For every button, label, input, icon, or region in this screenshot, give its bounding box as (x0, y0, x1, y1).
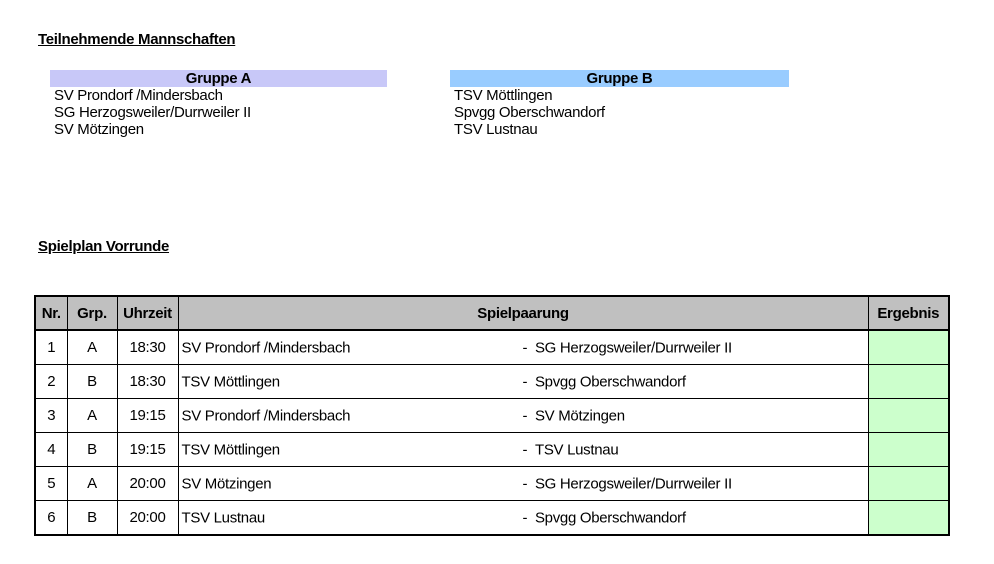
home-team: TSV Lustnau (181, 509, 265, 526)
pairing-separator: - (522, 441, 528, 458)
away-team-name: SG Herzogsweiler/Durrweiler II (534, 339, 732, 356)
away-team (523, 441, 619, 458)
pairing-separator: - (522, 407, 528, 424)
match-pairing[interactable] (178, 467, 868, 501)
group-b-table (450, 70, 789, 138)
table-row (35, 433, 949, 467)
home-team: TSV Möttlingen (181, 373, 280, 390)
match-time[interactable]: 18:30 (117, 330, 178, 365)
away-team-name: Spvgg Oberschwandorf (534, 509, 686, 526)
group-b-title: Gruppe B (450, 70, 789, 87)
pairing-separator: - (522, 373, 528, 390)
pairing-separator: - (522, 475, 528, 492)
group-a-team[interactable]: SV Prondorf /Mindersbach (54, 87, 223, 104)
match-nr[interactable]: 1 (35, 330, 67, 365)
group-a-team[interactable]: SG Herzogsweiler/Durrweiler II (54, 104, 251, 121)
match-group[interactable]: A (67, 399, 117, 433)
table-row (35, 501, 949, 536)
match-pairing[interactable] (178, 399, 868, 433)
col-header-grp: Grp. (67, 296, 117, 330)
match-pairing[interactable] (178, 501, 868, 536)
result-input[interactable] (868, 467, 949, 501)
away-team (523, 475, 732, 492)
col-header-time: Uhrzeit (117, 296, 178, 330)
home-team: TSV Möttlingen (181, 441, 280, 458)
match-nr[interactable]: 6 (35, 501, 67, 536)
col-header-result: Ergebnis (868, 296, 949, 330)
match-group[interactable]: A (67, 330, 117, 365)
match-time[interactable]: 19:15 (117, 399, 178, 433)
match-time[interactable]: 20:00 (117, 501, 178, 536)
result-input[interactable] (868, 330, 949, 365)
table-row (35, 399, 949, 433)
home-team: SV Prondorf /Mindersbach (181, 407, 351, 424)
result-input[interactable] (868, 501, 949, 536)
away-team-name: TSV Lustnau (534, 441, 619, 458)
group-a-table (50, 70, 387, 138)
match-group[interactable]: B (67, 433, 117, 467)
pairing-separator: - (522, 339, 528, 356)
group-b-team[interactable]: Spvgg Oberschwandorf (454, 104, 605, 121)
group-b-team[interactable]: TSV Möttlingen (454, 87, 553, 104)
match-pairing[interactable] (178, 365, 868, 399)
group-b-team[interactable]: TSV Lustnau (454, 121, 538, 138)
col-header-pairing: Spielpaarung (178, 296, 868, 330)
away-team-name: SV Mötzingen (534, 407, 625, 424)
away-team (523, 373, 686, 390)
match-nr[interactable]: 5 (35, 467, 67, 501)
table-row (35, 467, 949, 501)
schedule-table (34, 295, 950, 536)
match-nr[interactable]: 3 (35, 399, 67, 433)
match-time[interactable]: 20:00 (117, 467, 178, 501)
result-input[interactable] (868, 433, 949, 467)
away-team (523, 339, 732, 356)
match-group[interactable]: B (67, 501, 117, 536)
col-header-nr: Nr. (35, 296, 67, 330)
away-team (523, 407, 625, 424)
match-time[interactable]: 18:30 (117, 365, 178, 399)
group-a-title: Gruppe A (50, 70, 387, 87)
match-time[interactable]: 19:15 (117, 433, 178, 467)
home-team: SV Prondorf /Mindersbach (181, 339, 351, 356)
away-team-name: Spvgg Oberschwandorf (534, 373, 686, 390)
away-team (523, 509, 686, 526)
table-row (35, 365, 949, 399)
table-row (35, 330, 949, 365)
schedule-heading: Spielplan Vorrunde (38, 238, 170, 255)
result-input[interactable] (868, 365, 949, 399)
home-team: SV Mötzingen (181, 475, 272, 492)
pairing-separator: - (522, 509, 528, 526)
schedule-header-row (35, 296, 949, 330)
group-a-team[interactable]: SV Mötzingen (54, 121, 144, 138)
match-group[interactable]: B (67, 365, 117, 399)
match-pairing[interactable] (178, 433, 868, 467)
match-nr[interactable]: 4 (35, 433, 67, 467)
match-nr[interactable]: 2 (35, 365, 67, 399)
away-team-name: SG Herzogsweiler/Durrweiler II (534, 475, 732, 492)
result-input[interactable] (868, 399, 949, 433)
match-group[interactable]: A (67, 467, 117, 501)
teams-heading: Teilnehmende Mannschaften (38, 31, 236, 48)
match-pairing[interactable] (178, 330, 868, 365)
